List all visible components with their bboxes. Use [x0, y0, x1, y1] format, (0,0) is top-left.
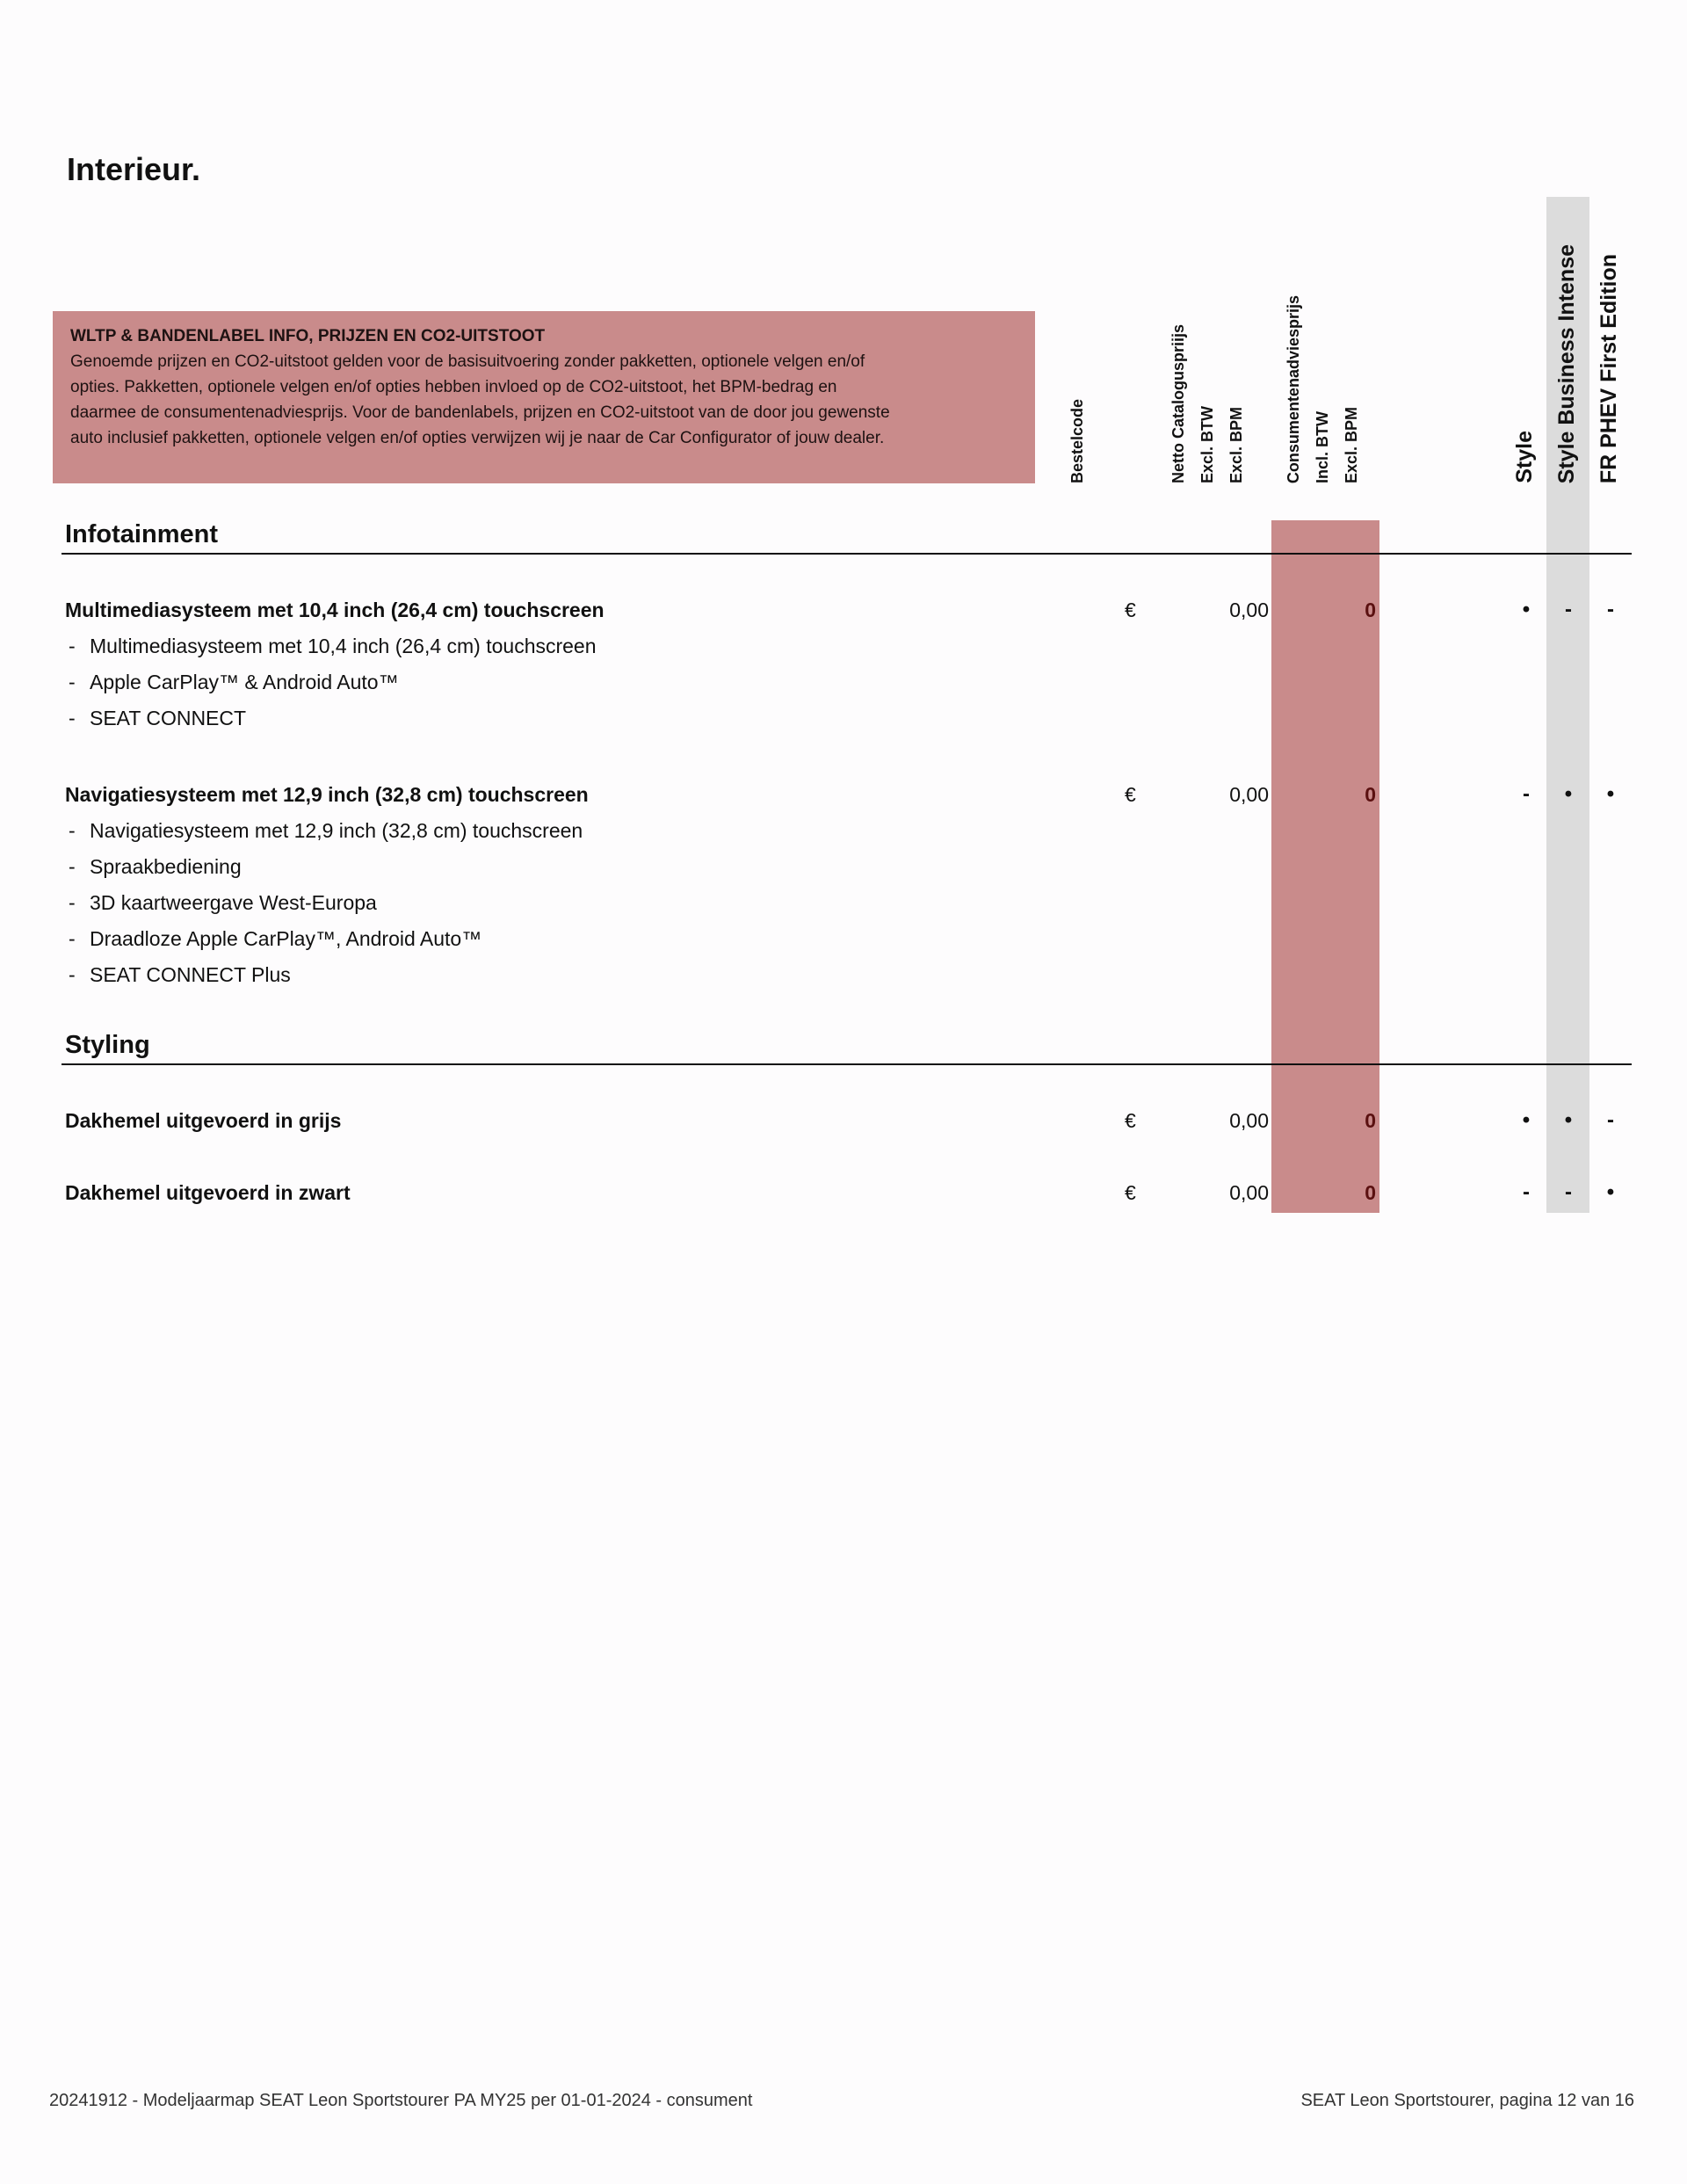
availability-style: - — [1523, 1180, 1530, 1204]
info-box-line: Genoemde prijzen en CO2-uitstoot gelden voor de basisuitvoering zonder pakketten, optionele velgen en/of — [70, 352, 865, 371]
netto-price: 0,00 — [1229, 1181, 1269, 1204]
header-consument-title: Consumentenadviesprijs — [1285, 294, 1302, 483]
feature-item: - Multimediasysteem met 10,4 inch (26,4 cm) touchscreen — [69, 635, 597, 657]
header-version-fr-phev: FR PHEV First Edition — [1596, 253, 1621, 483]
availability-fr-phev: - — [1607, 598, 1614, 621]
section-title-styling: Styling — [65, 1031, 150, 1059]
section-divider — [62, 1063, 1632, 1065]
feature-item: - 3D kaartweergave West-Europa — [69, 891, 377, 914]
currency-symbol: € — [1125, 1181, 1136, 1204]
feature-item: - SEAT CONNECT Plus — [69, 963, 291, 986]
netto-price: 0,00 — [1229, 599, 1269, 621]
info-box-title: WLTP & BANDENLABEL INFO, PRIJZEN EN CO2-UITSTOOT — [70, 327, 546, 345]
header-consument-bpm: Excl. BPM — [1343, 406, 1360, 483]
section-divider — [62, 553, 1632, 555]
section-title-infotainment: Infotainment — [65, 520, 218, 548]
option-title: Navigatiesysteem met 12,9 inch (32,8 cm) touchscreen — [65, 783, 589, 806]
header-version-style-business-intense: Style Business Intense — [1554, 243, 1579, 483]
feature-item: - Apple CarPlay™ & Android Auto™ — [69, 671, 399, 693]
feature-item: - SEAT CONNECT — [69, 707, 247, 729]
header-netto-bpm: Excl. BPM — [1227, 406, 1245, 483]
option-title: Multimediasysteem met 10,4 inch (26,4 cm) touchscreen — [65, 599, 605, 621]
availability-fr-phev: • — [1606, 1180, 1615, 1204]
availability-style: • — [1522, 598, 1531, 621]
option-title: Dakhemel uitgevoerd in zwart — [65, 1181, 351, 1204]
footer-page-number: SEAT Leon Sportstourer, pagina 12 van 16 — [1300, 2091, 1634, 2110]
currency-symbol: € — [1125, 783, 1136, 806]
availability-style: - — [1523, 782, 1530, 806]
currency-symbol: € — [1125, 599, 1136, 621]
feature-item: - Spraakbediening — [69, 855, 242, 878]
footer-document-info: 20241912 - Modeljaarmap SEAT Leon Sportstourer PA MY25 per 01-01-2024 - consument — [49, 2091, 753, 2110]
header-bestelcode: Bestelcode — [1068, 398, 1086, 483]
availability-style: • — [1522, 1108, 1531, 1132]
availability-fr-phev: • — [1606, 782, 1615, 806]
info-box-line: opties. Pakketten, optionele velgen en/of opties hebben invloed op de CO2-uitstoot, het BPM-bedrag en — [70, 378, 837, 396]
currency-symbol: € — [1125, 1109, 1136, 1132]
availability-style-business-intense: • — [1564, 1108, 1573, 1132]
header-consument-btw: Incl. BTW — [1314, 411, 1331, 483]
feature-item: - Draadloze Apple CarPlay™, Android Auto™ — [69, 927, 482, 950]
page-title: Interieur. — [67, 151, 201, 187]
availability-style-business-intense: - — [1565, 598, 1572, 621]
option-title: Dakhemel uitgevoerd in grijs — [65, 1109, 342, 1132]
advice-price: 0 — [1365, 599, 1376, 621]
netto-price: 0,00 — [1229, 783, 1269, 806]
availability-fr-phev: - — [1607, 1108, 1614, 1132]
advice-price: 0 — [1365, 1181, 1376, 1204]
availability-style-business-intense: • — [1564, 782, 1573, 806]
header-version-style: Style — [1512, 431, 1537, 483]
availability-style-business-intense: - — [1565, 1180, 1572, 1204]
info-box-line: daarmee de consumentenadviesprijs. Voor de bandenlabels, prijzen en CO2-uitstoot van de door jou gewenste — [70, 403, 890, 422]
advice-price: 0 — [1365, 783, 1376, 806]
info-box-line: auto inclusief pakketten, optionele velgen en/of opties verwijzen wij je naar de Car Configurator of jouw dealer. — [70, 429, 885, 447]
header-netto-title: Netto Cataloguspriijs — [1169, 323, 1187, 483]
header-netto-btw: Excl. BTW — [1198, 405, 1216, 483]
netto-price: 0,00 — [1229, 1109, 1269, 1132]
feature-item: - Navigatiesysteem met 12,9 inch (32,8 cm) touchscreen — [69, 819, 583, 842]
advice-price: 0 — [1365, 1109, 1376, 1132]
wltp-info-box — [53, 311, 1035, 483]
